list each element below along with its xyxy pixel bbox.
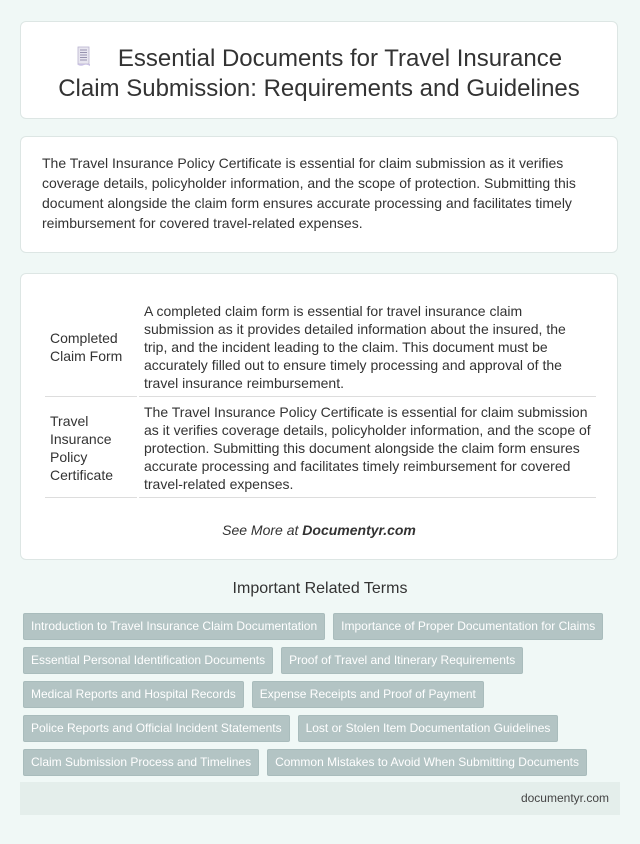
table-row [45, 296, 596, 397]
summary-card [20, 136, 618, 253]
footer-site-link[interactable]: documentyr.com [520, 791, 609, 805]
related-term-tag[interactable]: Expense Receipts and Proof of Payment [252, 681, 484, 708]
related-term-tag[interactable]: Common Mistakes to Avoid When Submitting Documents [267, 749, 587, 776]
documents-table [43, 296, 598, 498]
title-text: Essential Documents for Travel Insurance Claim Submission: Requirements and Guidelines [58, 45, 580, 102]
related-term-tag[interactable]: Lost or Stolen Item Documentation Guidelines [298, 715, 559, 742]
document-description: The Travel Insurance Policy Certificate is essential for claim submission as it verifies coverage details, policyholder information, and the scope of protection. Submitting this document alongside the claim form ensures accurate processing and facilitates timely reimbursement for covered travel-related expenses. [139, 397, 596, 498]
related-term-tag[interactable]: Essential Personal Identification Documents [23, 647, 273, 674]
title-card [20, 21, 618, 119]
summary-text: The Travel Insurance Policy Certificate is essential for claim submission as it verifies coverage details, policyholder information, and the scope of protection. Submitting this document alongside the claim form ensures accurate processing and facilitates timely reimbursement for covered travel-related expenses. [42, 155, 576, 231]
page-title [21, 44, 617, 104]
footer [20, 782, 620, 815]
related-term-tag[interactable]: Importance of Proper Documentation for Claims [333, 613, 603, 640]
related-terms-heading: Important Related Terms [232, 580, 408, 597]
related-term-tag[interactable]: Medical Reports and Hospital Records [23, 681, 244, 708]
document-name: Completed Claim Form [45, 296, 137, 397]
related-term-tag[interactable]: Proof of Travel and Itinerary Requirements [281, 647, 523, 674]
document-icon [76, 46, 92, 66]
document-description: A completed claim form is essential for travel insurance claim submission as it provides detailed information about the insured, the trip, and the incident leading to the claim. This document must be accurately filled out to ensure timely processing and approval of the travel insurance reimbursement. [139, 296, 596, 397]
related-term-tag[interactable]: Claim Submission Process and Timelines [23, 749, 259, 776]
table-row [45, 397, 596, 498]
document-name: Travel Insurance Policy Certificate [45, 397, 137, 498]
related-term-tag[interactable]: Police Reports and Official Incident Statements [23, 715, 290, 742]
related-terms-list [23, 613, 623, 776]
see-more-prefix: See More at [222, 522, 303, 538]
documents-card [20, 273, 618, 560]
see-more-link[interactable] [21, 522, 617, 538]
related-term-tag[interactable]: Introduction to Travel Insurance Claim Documentation [23, 613, 325, 640]
see-more-site[interactable]: Documentyr.com [302, 522, 416, 538]
